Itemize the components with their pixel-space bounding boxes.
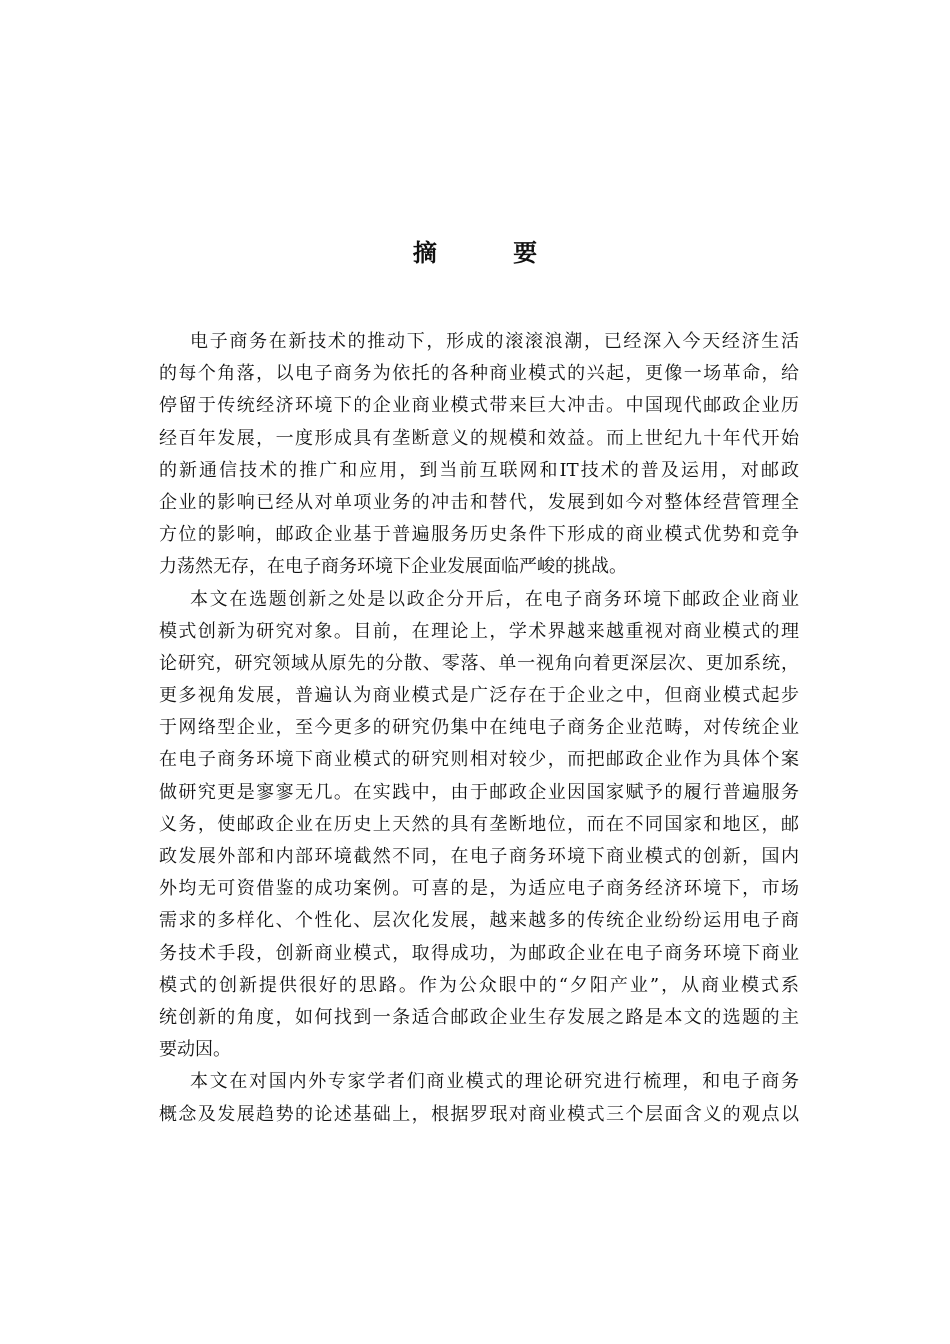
text-line: 概念及发展趋势的论述基础上，根据罗珉对商业模式三个层面含义的观点以	[159, 1103, 799, 1125]
text-line: 论研究，研究领域从原先的分散、零落、单一视角向着更深层次、更加系统，	[159, 652, 799, 674]
text-line: 做研究更是寥寥无几。在实践中，由于邮政企业因国家赋予的履行普遍服务	[159, 781, 799, 803]
text-line: 电子商务在新技术的推动下，形成的滚滚浪潮，已经深入今天经济生活	[190, 331, 799, 352]
page-title: 摘 要	[412, 239, 572, 267]
text-line: 经百年发展，一度形成具有垄断意义的规模和效益。而上世纪九十年代开始	[159, 427, 799, 449]
text-line: 需求的多样化、个性化、层次化发展，越来越多的传统企业纷纷运用电子商	[159, 910, 799, 932]
text-line: 政发展外部和内部环境截然不同，在电子商务环境下商业模式的创新，国内	[159, 846, 799, 867]
text-line: 义务，使邮政企业在历史上天然的具有垄断地位，而在不同国家和地区，邮	[159, 813, 799, 835]
text-line: 企业的影响已经从对单项业务的冲击和替代，发展到如今对整体经营管理全	[159, 491, 799, 513]
text-line: 停留于传统经济环境下的企业商业模式带来巨大冲击。中国现代邮政企业历	[159, 395, 799, 417]
abstract-body	[159, 326, 799, 1131]
text-line: 外均无可资借鉴的成功案例。可喜的是，为适应电子商务经济环境下，市场	[159, 878, 799, 900]
text-line: 更多视角发展，普遍认为商业模式是广泛存在于企业之中，但商业模式起步	[159, 685, 799, 707]
text-line: 模式创新为研究对象。目前，在理论上，学术界越来越重视对商业模式的理	[159, 620, 799, 642]
text-line: 的每个角落，以电子商务为依托的各种商业模式的兴起，更像一场革命，给	[159, 363, 799, 385]
text-line: 方位的影响，邮政企业基于普遍服务历史条件下形成的商业模式优势和竞争	[159, 524, 799, 546]
text-line: 的新通信技术的推广和应用，到当前互联网和IT技术的普及运用，对邮政	[159, 459, 799, 481]
text-line: 务技术手段，创新商业模式，取得成功，为邮政企业在电子商务环境下商业	[159, 942, 799, 964]
text-line: 模式的创新提供很好的思路。作为公众眼中的“夕阳产业”，从商业模式系	[159, 974, 799, 996]
text-line: 本文在对国内外专家学者们商业模式的理论研究进行梳理，和电子商务	[190, 1071, 799, 1093]
text-line: 在电子商务环境下商业模式的研究则相对较少，而把邮政企业作为具体个案	[159, 749, 799, 771]
text-line: 统创新的角度，如何找到一条适合邮政企业生存发展之路是本文的选题的主	[159, 1006, 799, 1028]
text-line: 本文在选题创新之处是以政企分开后，在电子商务环境下邮政企业商业	[190, 588, 799, 610]
text-line: 要动因。	[159, 1039, 231, 1061]
text-line: 力荡然无存，在电子商务环境下企业发展面临严峻的挑战。	[159, 556, 627, 578]
text-line: 于网络型企业，至今更多的研究仍集中在纯电子商务企业范畴，对传统企业	[159, 717, 799, 739]
